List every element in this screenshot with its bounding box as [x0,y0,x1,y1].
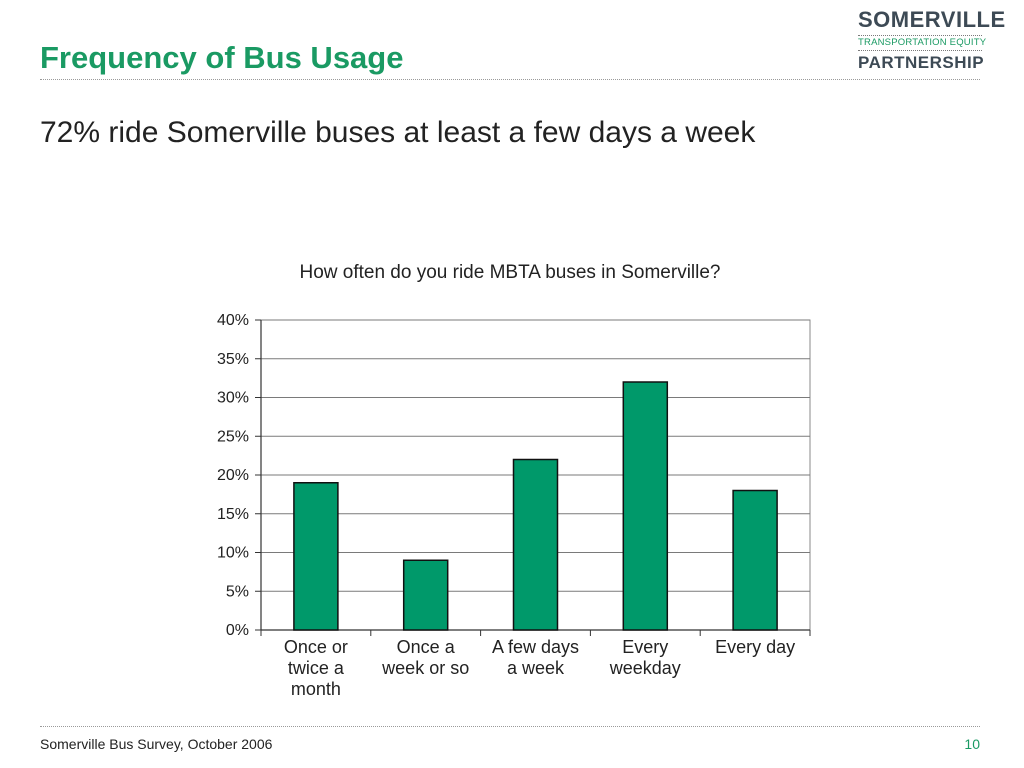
x-tick-label: A few days [491,637,580,657]
slide-subtitle: 72% ride Somerville buses at least a few days a week [40,116,756,149]
x-tick-label: Once a [396,637,455,657]
y-tick-label: 5% [225,583,249,601]
x-tick-label: month [290,679,341,699]
bar [733,491,777,631]
page-number: 10 [964,736,980,752]
slide-title: Frequency of Bus Usage [40,40,404,75]
y-tick-label: 20% [216,467,249,484]
x-tick-label: twice a [287,658,344,678]
bar [404,560,448,630]
chart-title: How often do you ride MBTA buses in Somerville? [299,262,721,283]
x-tick-label: a week [506,658,565,678]
y-tick-label: 10% [216,544,249,562]
footer-text: Somerville Bus Survey, October 2006 [40,736,273,752]
y-tick-label: 35% [216,350,249,368]
footer-divider [40,726,980,727]
logo-line-2: TRANSPORTATION EQUITY [858,35,982,51]
y-tick-label: 40% [216,312,249,329]
bar [294,483,338,630]
x-tick-label: weekday [609,658,681,678]
x-tick-label: Every [622,637,669,657]
x-tick-label: Once or [283,637,348,657]
y-tick-label: 15% [216,505,249,523]
logo-line-1: SOMERVILLE [858,7,1006,32]
y-tick-label: 25% [216,428,249,446]
x-tick-label: Every day [715,637,796,657]
logo-line-3: PARTNERSHIP [858,53,985,72]
y-tick-label: 0% [225,622,249,639]
bar [514,460,558,631]
bar [623,382,667,630]
y-tick-label: 30% [216,389,249,407]
x-tick-label: week or so [382,658,470,678]
